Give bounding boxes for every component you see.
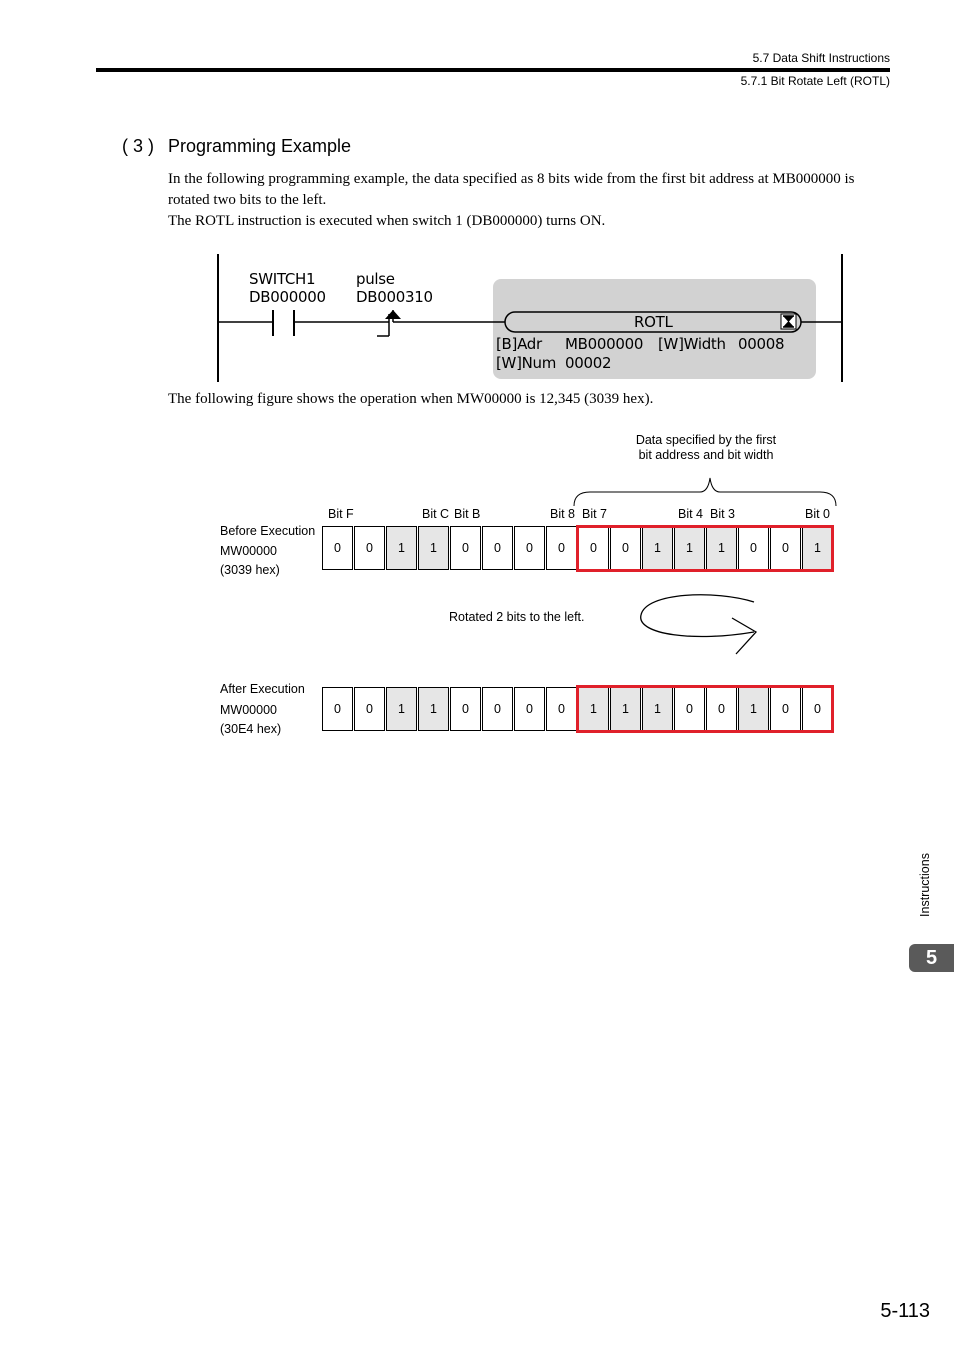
bit-cell: 1 (418, 526, 449, 570)
rotate-arrow-icon (636, 590, 766, 660)
bracket-label-line1: Data specified by the first (635, 433, 777, 447)
after-label: After Execution (220, 682, 305, 696)
bit-cell: 1 (738, 687, 769, 731)
bit-3-label: Bit 3 (710, 507, 736, 521)
page-number: 5-113 (880, 1300, 930, 1322)
subsection-header: 5.7.1 Bit Rotate Left (ROTL) (740, 74, 890, 88)
bit-cell: 1 (642, 687, 673, 731)
bit-cell: 1 (386, 687, 417, 731)
bit-4-label: Bit 4 (678, 507, 704, 521)
param-width-label: [W]Width (658, 335, 726, 353)
param-adr-value: MB000000 (565, 335, 644, 353)
paragraph-1: In the following programming example, the data specified as 8 bits wide from the first bit address at MB000000 is rotated two bits to the left. (168, 171, 855, 208)
paragraph-2: The ROTL instruction is executed when switch 1 (DB000000) turns ON. (168, 213, 606, 229)
bit-7-label: Bit 7 (582, 507, 608, 521)
bit-0-label: Bit 0 (805, 507, 831, 521)
bit-cell: 0 (706, 687, 737, 731)
sidebar-tab-label: Instructions (918, 853, 932, 917)
ladder-diagram (215, 252, 847, 384)
bit-cell: 0 (514, 526, 545, 570)
bit-cell: 1 (706, 526, 737, 570)
bit-cell: 0 (770, 526, 801, 570)
bit-cell: 1 (802, 526, 833, 570)
chapter-tab: 5 (909, 944, 954, 972)
bit-8-label: Bit 8 (550, 507, 576, 521)
bit-cell: 0 (482, 526, 513, 570)
contact2-name: pulse (356, 270, 395, 288)
param-adr-label: [B]Adr (496, 335, 542, 353)
rotate-label: Rotated 2 bits to the left. (449, 610, 585, 624)
bit-cell: 0 (738, 526, 769, 570)
bit-cell: 0 (450, 526, 481, 570)
bracket-label-line2: bit address and bit width (638, 448, 774, 462)
bit-b-label: Bit B (454, 507, 481, 521)
param-num-label: [W]Num (496, 354, 557, 372)
brace (560, 470, 850, 510)
instruction-title: ROTL (634, 313, 673, 331)
bit-cell: 1 (610, 687, 641, 731)
bit-cell: 0 (354, 526, 385, 570)
after-highlight-box (576, 685, 834, 733)
bit-cell: 1 (578, 687, 609, 731)
bit-cell: 0 (322, 526, 353, 570)
contact2-address: DB000310 (356, 288, 433, 306)
bit-cell: 0 (770, 687, 801, 731)
header-rule (96, 68, 890, 72)
paragraph-3: The following figure shows the operation when MW00000 is 12,345 (3039 hex). (168, 391, 654, 407)
bit-cell: 0 (578, 526, 609, 570)
bit-cell: 1 (386, 526, 417, 570)
bit-cell: 0 (322, 687, 353, 731)
bit-f-label: Bit F (328, 507, 354, 521)
bit-cell: 1 (674, 526, 705, 570)
before-hex: (3039 hex) (220, 563, 280, 577)
contact1-address: DB000000 (249, 288, 326, 306)
section-header: 5.7 Data Shift Instructions (752, 51, 890, 65)
example-title: Programming Example (168, 136, 352, 156)
example-number: ( 3 ) (122, 136, 155, 156)
param-num-value: 00002 (565, 354, 612, 372)
param-width-value: 00008 (738, 335, 785, 353)
bit-cell: 0 (610, 526, 641, 570)
bit-c-label: Bit C (422, 507, 450, 521)
bit-cell: 0 (546, 526, 577, 570)
bit-cell: 0 (482, 687, 513, 731)
after-hex: (30E4 hex) (220, 722, 282, 736)
before-label: Before Execution (220, 524, 316, 538)
bit-cell: 0 (674, 687, 705, 731)
bit-cell: 0 (450, 687, 481, 731)
bit-cell: 0 (354, 687, 385, 731)
bit-cell: 0 (514, 687, 545, 731)
bit-cell: 1 (642, 526, 673, 570)
bit-cell: 1 (418, 687, 449, 731)
before-register: MW00000 (220, 544, 277, 558)
contact1-name: SWITCH1 (249, 270, 316, 288)
bit-cell: 0 (546, 687, 577, 731)
bit-cell: 0 (802, 687, 833, 731)
after-register: MW00000 (220, 703, 277, 717)
before-highlight-box (576, 525, 834, 572)
